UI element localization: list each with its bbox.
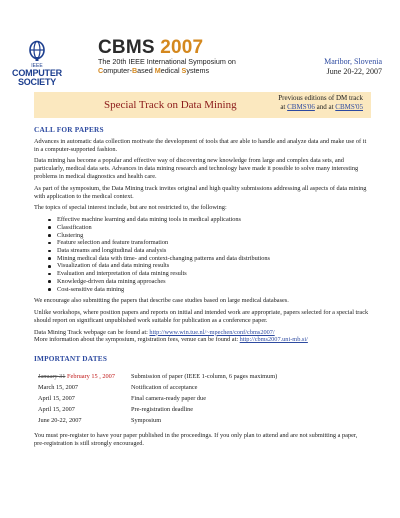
intro-paragraph-1: Advances in automatic data collection motivate the development of tools that are able to handle and analyze data and make use of it in a computer-supported fashion. [34, 137, 367, 153]
bullet-icon [48, 288, 51, 291]
table-row [38, 384, 277, 395]
intro-paragraph-3: As part of the symposium, the Data Mining track invites original and high quality submissions addressing all aspects of data mining with application to the medical context. [34, 184, 367, 200]
previous-editions [278, 94, 363, 112]
special-track-paragraph: Unlike workshops, where position papers and reports on initial and intended work are appropriate, papers selected for a special track should report on significant unpublished work suitable for publication as a conference paper. [34, 309, 369, 324]
list-item: Visualization of data and data mining results [48, 262, 369, 270]
bullet-icon [48, 280, 51, 283]
intro-paragraph-2: Data mining has become a popular and effective way of discovering new knowledge from large and complex data sets, and particularly, medical data sets. Advances in data mining research and technology have made it possible to solve many interesting problems in medical diagnostics and health care. [34, 157, 359, 180]
topics-intro: The topics of special interest include, but are not restricted to, the following: [34, 204, 227, 212]
bullet-icon [48, 273, 51, 276]
list-item: Effective machine learning and data mining tools in medical applications [48, 216, 369, 224]
cbms05-link[interactable]: CBMS'05 [335, 103, 363, 111]
list-item: Data streams and longitudinal data analysis [48, 247, 369, 255]
registration-note: You must pre-register to have your paper published in the proceedings. If you only plan to attend and are not submitting a paper, pre-registration is still strongly encouraged. [34, 431, 358, 447]
call-for-papers-heading: CALL FOR PAPERS [34, 125, 104, 134]
ieee-label: IEEE [31, 63, 43, 69]
important-dates-heading: IMPORTANT DATES [34, 354, 108, 364]
bullet-icon [48, 226, 51, 229]
symposium-dates: June 20-22, 2007 [326, 67, 382, 76]
event-cell: Notification of acceptance [131, 383, 198, 391]
track-banner [34, 92, 371, 118]
list-item: Knowledge-driven data mining approaches [48, 278, 369, 286]
previous-editions-label: Previous editions of DM track [278, 94, 363, 102]
new-deadline: February 15 , 2007 [67, 372, 115, 380]
location: Maribor, Slovenia [324, 57, 382, 66]
bullet-icon [48, 219, 51, 222]
track-title: Special Track on Data Mining [104, 99, 237, 111]
cbms-year: 2007 [160, 37, 204, 58]
symposium-website-link[interactable]: http://cbms2007.uni-mb.si/ [239, 336, 308, 344]
date-cell [38, 373, 131, 384]
date-cell: April 15, 2007 [38, 405, 75, 413]
cbms-acronym: CBMS [98, 37, 155, 58]
society-line-2: SOCIETY [17, 77, 57, 87]
main-content [34, 126, 369, 452]
cbms-title [98, 38, 278, 58]
table-row [38, 373, 277, 384]
list-item: Evaluation and interpretation of data mining results [48, 270, 369, 278]
symposium-line-2: Computer-Based Medical Systems [98, 65, 210, 75]
topics-list [34, 216, 369, 293]
table-row [38, 417, 277, 428]
previous-editions-links: at CBMS'06 and at CBMS'05 [280, 103, 363, 111]
list-item: Mining medical data with time- and context-changing patterns and data distributions [48, 255, 369, 263]
track-webpage-link[interactable]: http://www.win.tue.nl/~mpechen/conf/cbms2007/ [149, 328, 275, 336]
list-item: Classification [48, 224, 369, 232]
date-cell: March 15, 2007 [38, 383, 79, 391]
table-row [38, 395, 277, 406]
bullet-icon [48, 265, 51, 268]
date-cell: June 20-22, 2007 [38, 416, 82, 424]
list-item: Clustering [48, 232, 369, 240]
computer-society-logo[interactable] [10, 40, 64, 87]
bullet-icon [48, 242, 51, 245]
venue-info [324, 57, 382, 77]
important-dates-table [38, 373, 277, 428]
old-deadline: January 31 [38, 372, 66, 380]
society-line-1: COMPUTER [12, 68, 62, 78]
table-row [38, 406, 277, 417]
cbms06-link[interactable]: CBMS'06 [287, 103, 315, 111]
cbms-logo[interactable] [98, 38, 278, 75]
event-cell: Pre-registration deadline [131, 405, 194, 413]
list-item: Cost-sensitive data mining [48, 286, 369, 294]
webpage-line: Data Mining Track webpage can be found at: http://www.win.tue.nl/~mpechen/conf/cbms2007/ [34, 328, 275, 336]
bullet-icon [48, 257, 51, 260]
date-cell: April 15, 2007 [38, 394, 75, 402]
event-cell: Symposium [131, 416, 162, 424]
bullet-icon [48, 250, 51, 253]
society-emblem-icon [27, 40, 47, 62]
event-cell: Submission of paper (IEEE 1-column, 6 pages maximum) [131, 372, 278, 380]
list-item: Feature selection and feature transformation [48, 239, 369, 247]
symposium-line-1: The 20th IEEE International Symposium on [98, 57, 236, 66]
info-line: More information about the symposium, registration fees, venue can be found at: http://cbms2007.uni-mb.si/ [34, 336, 308, 344]
event-cell: Final camera-ready paper due [131, 394, 206, 402]
case-studies-paragraph: We encourage also submitting the papers that describe case studies based on large medical databases. [34, 297, 289, 305]
bullet-icon [48, 234, 51, 237]
